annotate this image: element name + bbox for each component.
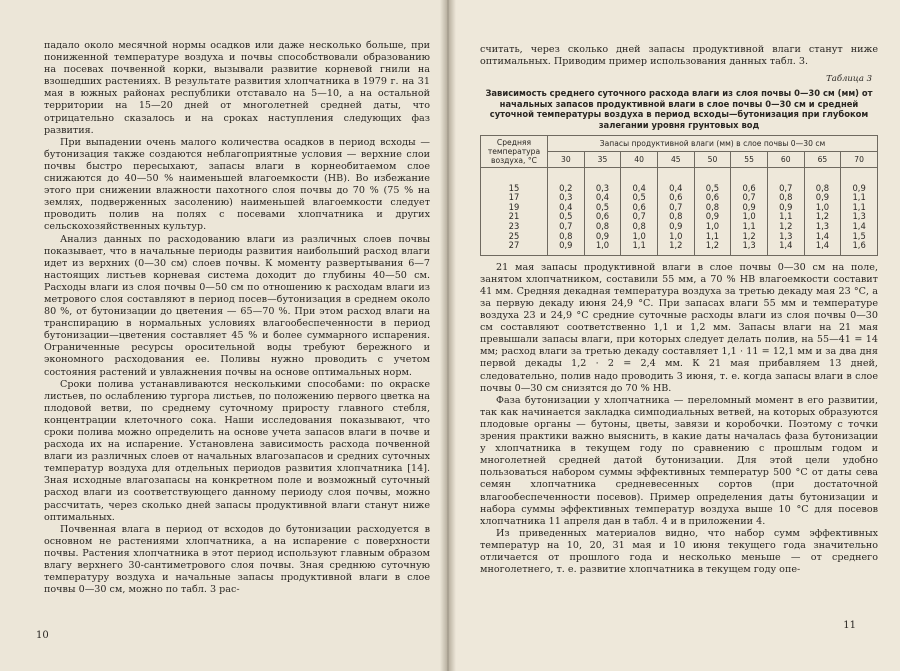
value-cell: 0,2 [548, 167, 585, 193]
value-cell: 1,2 [804, 212, 841, 222]
value-cell: 1,1 [621, 241, 658, 255]
value-cell: 1,2 [767, 222, 804, 232]
right-page-body [480, 262, 878, 576]
right-page-text [480, 44, 878, 68]
value-cell: 0,8 [657, 212, 694, 222]
book-gutter [440, 0, 456, 671]
left-paragraph: Почвенная влага в период от всходов до бутонизации расходуется в основном не растениями хлопчатника, а на испарение с поверхности почвы. Растения хлопчатника в этот период используют главным образом влагу верхнего 30-сантиметрового слоя почвы. Зная среднюю суточную температуру воздуха и начальные запасы продуктивной влаги в слое почвы 0—30 см, можно по табл. 3 рас- [44, 523, 430, 596]
column-header: 55 [731, 151, 768, 167]
value-cell: 0,9 [804, 193, 841, 203]
value-cell: 1,4 [767, 241, 804, 255]
left-paragraph: Сроки полива устанавливаются несколькими способами: по окраске листьев, по ослаблению тургора листьев, по положению первого цветка на плодовой ветви, по среднему суточному приросту главного стебля, концентрации клеточного сока. Наши исследования показывают, что сроки полива можно определить на основе учета запасов влаги в почве и расхода их на испарение. Установлена зависимость расхода почвенной влаги из различных слоев от начальных влагозапасов и средних суточных температур воздуха для отдельных периодов развития хлопчатника [14]. Зная исходные влагозапасы на конкретном поле и возможный суточный расход влаги из соответствующего данному периоду слоя почвы, можно рассчитать, через сколько дней запасы продуктивной влаги станут ниже оптимальных. [44, 378, 430, 523]
column-header: 35 [584, 151, 621, 167]
value-cell: 0,8 [548, 232, 585, 242]
value-cell: 0,4 [657, 167, 694, 193]
value-cell: 0,7 [731, 193, 768, 203]
value-cell: 0,8 [584, 222, 621, 232]
left-paragraph: При выпадении очень малого количества осадков в период всходы — бутонизация также создаются неблагоприятные условия — верхние слои почвы быстро пересыхают, запасы влаги в корнеобитаемом слое снижаются до 40—50 % наименьшей влагоемкости (НВ). Во избежание этого при снижении влажности пахотного слоя почвы до 70 % (75 % на землях, подверженных засолению) наименьшей влагоемкости следует проводить полив на полях с посевами хлопчатника и других сельскохозяйственных культур. [44, 136, 430, 233]
value-cell: 0,6 [584, 212, 621, 222]
value-cell: 1,1 [841, 193, 878, 203]
temperature-cell: 19 [481, 203, 548, 213]
value-cell: 0,6 [731, 167, 768, 193]
value-cell: 0,8 [621, 222, 658, 232]
value-cell: 0,9 [841, 167, 878, 193]
value-cell: 1,3 [731, 241, 768, 255]
value-cell: 0,4 [548, 203, 585, 213]
temperature-cell: 21 [481, 212, 548, 222]
column-header: 40 [621, 151, 658, 167]
right-intro-paragraph: считать, через сколько дней запасы продуктивной влаги станут ниже оптимальных. Приводим пример использования данных табл. 3. [480, 44, 878, 68]
left-page [0, 0, 448, 671]
temperature-cell: 25 [481, 232, 548, 242]
value-cell: 1,4 [804, 241, 841, 255]
value-cell: 0,9 [548, 241, 585, 255]
column-header: 45 [657, 151, 694, 167]
value-cell: 1,3 [804, 222, 841, 232]
moisture-table [480, 135, 878, 256]
column-header: 65 [804, 151, 841, 167]
value-cell: 0,4 [621, 167, 658, 193]
left-page-number: 10 [36, 630, 49, 641]
left-paragraph: падало около месячной нормы осадков или даже несколько больше, при пониженной температуре воздуха и почвы способствовали образованию на посевах почвенной корки, вызывали развитие корневой гнили на взошедших растениях. В результате развития хлопчатника в 1979 г. на 31 мая в южных районах республики отставало на 5—10, а на остальной территории на 15—20 дней от многолетней средней даты, что отрицательно сказалось и на сроках наступления следующих фаз развития. [44, 40, 430, 136]
value-cell: 1,0 [657, 232, 694, 242]
value-cell: 0,5 [694, 167, 731, 193]
value-cell: 1,4 [804, 232, 841, 242]
value-cell: 1,3 [767, 232, 804, 242]
value-cell: 0,3 [548, 193, 585, 203]
value-cell: 1,0 [731, 212, 768, 222]
value-cell: 1,1 [841, 203, 878, 213]
right-paragraph: Фаза бутонизации у хлопчатника — переломный момент в его развитии, так как начинается закладка симподиальных ветвей, на которых образуются плодовые органы — бутоны, цветы, завязи и коробочки. Поэтому с точки зрения практики важно выяснить, в какие даты началась фаза бутонизации у хлопчатника в текущем году по сравнению с прошлым годом и многолетней средней датой бутонизации. Для этой цели удобно пользоваться набором суммы эффективных температур 500 °С от даты сева семян хлопчатника средневесенных сортов (при достаточной влагообеспеченности посевов). Пример определения даты бутонизации и набора суммы эффективных температур воздуха выше 10 °С для посевов хлопчатника 11 апреля дан в табл. 4 и в приложении 4. [480, 394, 878, 527]
value-cell: 1,1 [694, 232, 731, 242]
right-page-number: 11 [843, 620, 856, 631]
value-cell: 1,1 [767, 212, 804, 222]
group-header: Запасы продуктивной влаги (мм) в слое почвы 0—30 см [548, 135, 878, 151]
left-page-text [44, 40, 430, 596]
value-cell: 1,2 [731, 232, 768, 242]
table-row [481, 241, 878, 255]
column-header: 60 [767, 151, 804, 167]
value-cell: 0,9 [694, 212, 731, 222]
value-cell: 1,0 [694, 222, 731, 232]
temperature-cell: 23 [481, 222, 548, 232]
left-paragraph: Анализ данных по расходованию влаги из различных слоев почвы показывает, что в начальные периоды развития наибольший расход влаги идет из верхних (0—30 см) слоев почвы. К моменту развертывания 6—7 настоящих листьев корневая система доходит до глубины 40—50 см. Расходы влаги из слоя почвы 0—50 см по отношению к расходам влаги из метрового слоя составляют в период посев—бутонизация в среднем около 80 %, от бутонизации до цветения — 65—70 %. При этом расход влаги на транспирацию в нормальных условиях влагообеспеченности в период бутонизации—цветения составляет 45 % и более суммарного испарения. Ограниченные ресурсы оросительной воды требуют бережного и экономного расходования ее. Поливы нужно проводить с учетом состояния растений и увлажнения почвы на основе оптимальных норм. [44, 233, 430, 378]
value-cell: 0,6 [657, 193, 694, 203]
value-cell: 0,7 [657, 203, 694, 213]
value-cell: 1,2 [657, 241, 694, 255]
value-cell: 0,5 [548, 212, 585, 222]
value-cell: 1,3 [841, 212, 878, 222]
value-cell: 1,0 [621, 232, 658, 242]
right-page [448, 0, 900, 671]
value-cell: 0,9 [584, 232, 621, 242]
value-cell: 1,1 [731, 222, 768, 232]
value-cell: 0,7 [621, 212, 658, 222]
right-paragraph: 21 мая запасы продуктивной влаги в слое почвы 0—30 см на поле, занятом хлопчатником, составили 55 мм, а 70 % НВ влагоемкости составит 41 мм. Средняя декадная температура воздуха за третью декаду мая 23 °С, а за первую декаду июня 24,9 °С. При запасах влаги 55 мм и температуре воздуха 23 и 24,9 °С средние суточные расходы влаги из слоя почвы 0—30 см составляют соответственно 1,1 и 1,2 мм. Запасы влаги на 21 мая превышали запасы влаги, при которых следует делать полив, на 55—41 = 14 мм; расход влаги за третью декаду составляет 1,1 · 11 = 12,1 мм и за два дня первой декады 1,2 · 2 = 2,4 мм. К 21 мая прибавляем 13 дней, следовательно, полив надо проводить 3 июня, т. е. когда запасы влаги в слое почвы 0—30 см снизятся до 70 % НВ. [480, 261, 878, 394]
column-header: 50 [694, 151, 731, 167]
value-cell: 0,6 [694, 193, 731, 203]
value-cell: 1,6 [841, 241, 878, 255]
value-cell: 0,4 [584, 193, 621, 203]
column-header: 70 [841, 151, 878, 167]
table-body [481, 167, 878, 255]
value-cell: 0,5 [584, 203, 621, 213]
row-header: Средняя температура воздуха, °С [481, 135, 548, 167]
value-cell: 0,9 [767, 203, 804, 213]
value-cell: 0,9 [657, 222, 694, 232]
value-cell: 0,6 [621, 203, 658, 213]
value-cell: 0,7 [548, 222, 585, 232]
value-cell: 1,0 [584, 241, 621, 255]
column-header: 30 [548, 151, 585, 167]
temperature-cell: 27 [481, 241, 548, 255]
value-cell: 1,2 [694, 241, 731, 255]
value-cell: 1,4 [841, 222, 878, 232]
table-number: Таблица 3 [826, 74, 872, 85]
value-cell: 1,0 [804, 203, 841, 213]
temperature-cell: 17 [481, 193, 548, 203]
value-cell: 0,8 [694, 203, 731, 213]
table-row [481, 167, 878, 193]
value-cell: 0,3 [584, 167, 621, 193]
value-cell: 0,8 [767, 193, 804, 203]
right-paragraph: Из приведенных материалов видно, что набор сумм эффективных температур на 10, 20, 31 мая и 10 июня текущего года значительно отличается от прошлого года и несколько меньше — от среднего многолетнего, т. е. развитие хлопчатника в текущем году опе- [480, 527, 878, 576]
value-cell: 0,9 [731, 203, 768, 213]
value-cell: 0,8 [804, 167, 841, 193]
temperature-cell: 15 [481, 167, 548, 193]
value-cell: 0,7 [767, 167, 804, 193]
table-caption: Зависимость среднего суточного расхода влаги из слоя почвы 0—30 см (мм) от начальных запасов продуктивной влаги в слое почвы 0—30 см и средней суточной температуры воздуха в период всходы—бутонизация при глубоком залегании уровня грунтовых вод [485, 88, 873, 130]
value-cell: 1,5 [841, 232, 878, 242]
value-cell: 0,5 [621, 193, 658, 203]
